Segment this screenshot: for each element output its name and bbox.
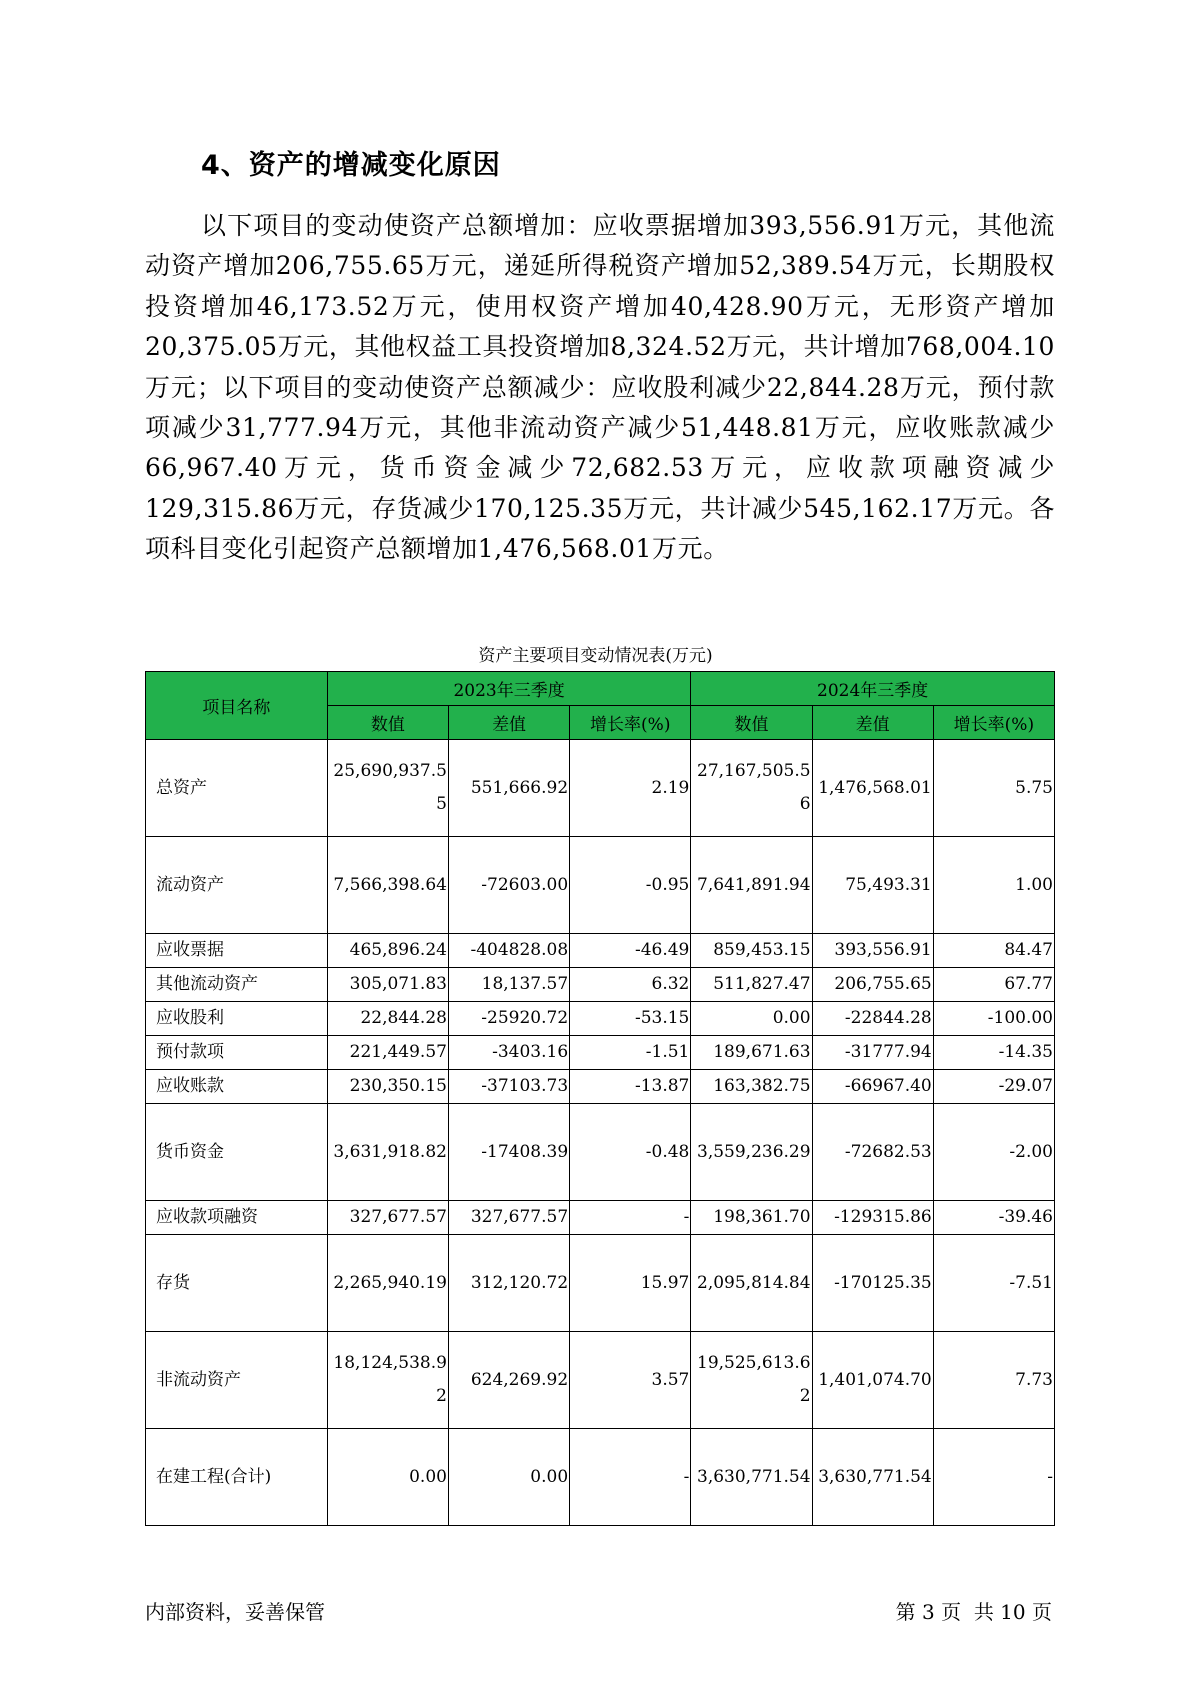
row-name: 在建工程(合计): [146, 1429, 328, 1526]
table-row: [146, 934, 1055, 968]
growth-2024: 5.75: [933, 740, 1054, 837]
growth-2023: -: [570, 1201, 691, 1235]
diff-2024: 75,493.31: [812, 837, 933, 934]
growth-2023: -1.51: [570, 1036, 691, 1070]
row-name: 存货: [146, 1235, 328, 1332]
table-row: [146, 968, 1055, 1002]
value-2024: 189,671.63: [691, 1036, 812, 1070]
value-2023: 327,677.57: [327, 1201, 448, 1235]
growth-2023: -53.15: [570, 1002, 691, 1036]
value-2024: 27,167,505.56: [691, 740, 812, 837]
diff-2023: -37103.73: [448, 1070, 569, 1104]
diff-2023: -25920.72: [448, 1002, 569, 1036]
table-row: [146, 1002, 1055, 1036]
body-paragraph: 以下项目的变动使资产总额增加：应收票据增加393,556.91万元，其他流动资产增加206,755.65万元，递延所得税资产增加52,389.54万元，长期股权投资增加46,173.52万元，使用权资产增加40,428.90万元，无形资产增加20,375.05万元，其他权益工具投资增加8,324.52万元，共计增加768,004.10万元；以下项目的变动使资产总额减少：应收股利减少22,844.28万元，预付款项减少31,777.94万元，其他非流动资产减少51,448.81万元，应收账款减少66,967.40万元，货币资金减少72,682.53万元，应收款项融资减少129,315.86万元，存货减少170,125.35万元，共计减少545,162.17万元。各项科目变化引起资产总额增加1,476,568.01万元。: [145, 211, 1055, 564]
table-row: [146, 1201, 1055, 1235]
value-2023: 22,844.28: [327, 1002, 448, 1036]
diff-2023: 327,677.57: [448, 1201, 569, 1235]
value-2024: 511,827.47: [691, 968, 812, 1002]
diff-2024: 1,476,568.01: [812, 740, 933, 837]
row-name: 流动资产: [146, 837, 328, 934]
diff-2023: 0.00: [448, 1429, 569, 1526]
value-2024: 2,095,814.84: [691, 1235, 812, 1332]
value-2023: 221,449.57: [327, 1036, 448, 1070]
diff-2024: 3,630,771.54: [812, 1429, 933, 1526]
value-2024: 0.00: [691, 1002, 812, 1036]
growth-2024: -39.46: [933, 1201, 1054, 1235]
value-2023: 465,896.24: [327, 934, 448, 968]
growth-2023: 3.57: [570, 1332, 691, 1429]
diff-2024: -129315.86: [812, 1201, 933, 1235]
growth-2024: -29.07: [933, 1070, 1054, 1104]
value-2023: 3,631,918.82: [327, 1104, 448, 1201]
row-name: 应收款项融资: [146, 1201, 328, 1235]
value-2023: 0.00: [327, 1429, 448, 1526]
header-growth-2024: 增长率(%): [933, 706, 1054, 740]
growth-2024: -: [933, 1429, 1054, 1526]
diff-2023: -3403.16: [448, 1036, 569, 1070]
value-2024: 19,525,613.62: [691, 1332, 812, 1429]
row-name: 应收票据: [146, 934, 328, 968]
growth-2023: 2.19: [570, 740, 691, 837]
growth-2024: 7.73: [933, 1332, 1054, 1429]
growth-2023: -46.49: [570, 934, 691, 968]
table-row: [146, 837, 1055, 934]
diff-2023: -404828.08: [448, 934, 569, 968]
table-row: [146, 1036, 1055, 1070]
diff-2024: -22844.28: [812, 1002, 933, 1036]
header-value-2023: 数值: [327, 706, 448, 740]
asset-change-table: [145, 671, 1055, 1526]
row-name: 应收股利: [146, 1002, 328, 1036]
value-2024: 859,453.15: [691, 934, 812, 968]
table-row: [146, 1332, 1055, 1429]
value-2023: 25,690,937.55: [327, 740, 448, 837]
table-row: [146, 1070, 1055, 1104]
value-2024: 198,361.70: [691, 1201, 812, 1235]
diff-2023: 312,120.72: [448, 1235, 569, 1332]
value-2024: 7,641,891.94: [691, 837, 812, 934]
value-2024: 163,382.75: [691, 1070, 812, 1104]
diff-2024: -31777.94: [812, 1036, 933, 1070]
diff-2023: 551,666.92: [448, 740, 569, 837]
row-name: 货币资金: [146, 1104, 328, 1201]
growth-2023: 6.32: [570, 968, 691, 1002]
diff-2023: 624,269.92: [448, 1332, 569, 1429]
header-period-2024: 2024年三季度: [691, 672, 1055, 706]
row-name: 总资产: [146, 740, 328, 837]
diff-2024: 206,755.65: [812, 968, 933, 1002]
value-2023: 230,350.15: [327, 1070, 448, 1104]
growth-2023: -0.48: [570, 1104, 691, 1201]
growth-2024: 67.77: [933, 968, 1054, 1002]
table-caption: 资产主要项目变动情况表(万元): [478, 646, 713, 666]
growth-2024: 84.47: [933, 934, 1054, 968]
value-2024: 3,630,771.54: [691, 1429, 812, 1526]
diff-2023: -72603.00: [448, 837, 569, 934]
table-row: [146, 1429, 1055, 1526]
diff-2023: -17408.39: [448, 1104, 569, 1201]
row-name: 其他流动资产: [146, 968, 328, 1002]
footer-confidential-note: 内部资料，妥善保管: [145, 1600, 325, 1624]
table-row: [146, 740, 1055, 837]
growth-2024: -14.35: [933, 1036, 1054, 1070]
diff-2024: 1,401,074.70: [812, 1332, 933, 1429]
growth-2024: 1.00: [933, 837, 1054, 934]
header-diff-2023: 差值: [448, 706, 569, 740]
growth-2023: 15.97: [570, 1235, 691, 1332]
row-name: 预付款项: [146, 1036, 328, 1070]
row-name: 非流动资产: [146, 1332, 328, 1429]
table-row: [146, 1104, 1055, 1201]
value-2023: 2,265,940.19: [327, 1235, 448, 1332]
header-diff-2024: 差值: [812, 706, 933, 740]
value-2023: 7,566,398.64: [327, 837, 448, 934]
header-period-2023: 2023年三季度: [327, 672, 691, 706]
growth-2023: -: [570, 1429, 691, 1526]
header-item-name: 项目名称: [146, 672, 328, 740]
growth-2024: -7.51: [933, 1235, 1054, 1332]
diff-2024: 393,556.91: [812, 934, 933, 968]
section-heading: 4、资产的增减变化原因: [201, 150, 501, 181]
table-row: [146, 1235, 1055, 1332]
diff-2024: -170125.35: [812, 1235, 933, 1332]
value-2023: 305,071.83: [327, 968, 448, 1002]
row-name: 应收账款: [146, 1070, 328, 1104]
growth-2023: -13.87: [570, 1070, 691, 1104]
diff-2024: -66967.40: [812, 1070, 933, 1104]
header-value-2024: 数值: [691, 706, 812, 740]
value-2023: 18,124,538.92: [327, 1332, 448, 1429]
value-2024: 3,559,236.29: [691, 1104, 812, 1201]
diff-2023: 18,137.57: [448, 968, 569, 1002]
footer-page-number: 第 3 页 共 10 页: [895, 1600, 1052, 1624]
diff-2024: -72682.53: [812, 1104, 933, 1201]
growth-2024: -100.00: [933, 1002, 1054, 1036]
header-growth-2023: 增长率(%): [570, 706, 691, 740]
growth-2024: -2.00: [933, 1104, 1054, 1201]
growth-2023: -0.95: [570, 837, 691, 934]
